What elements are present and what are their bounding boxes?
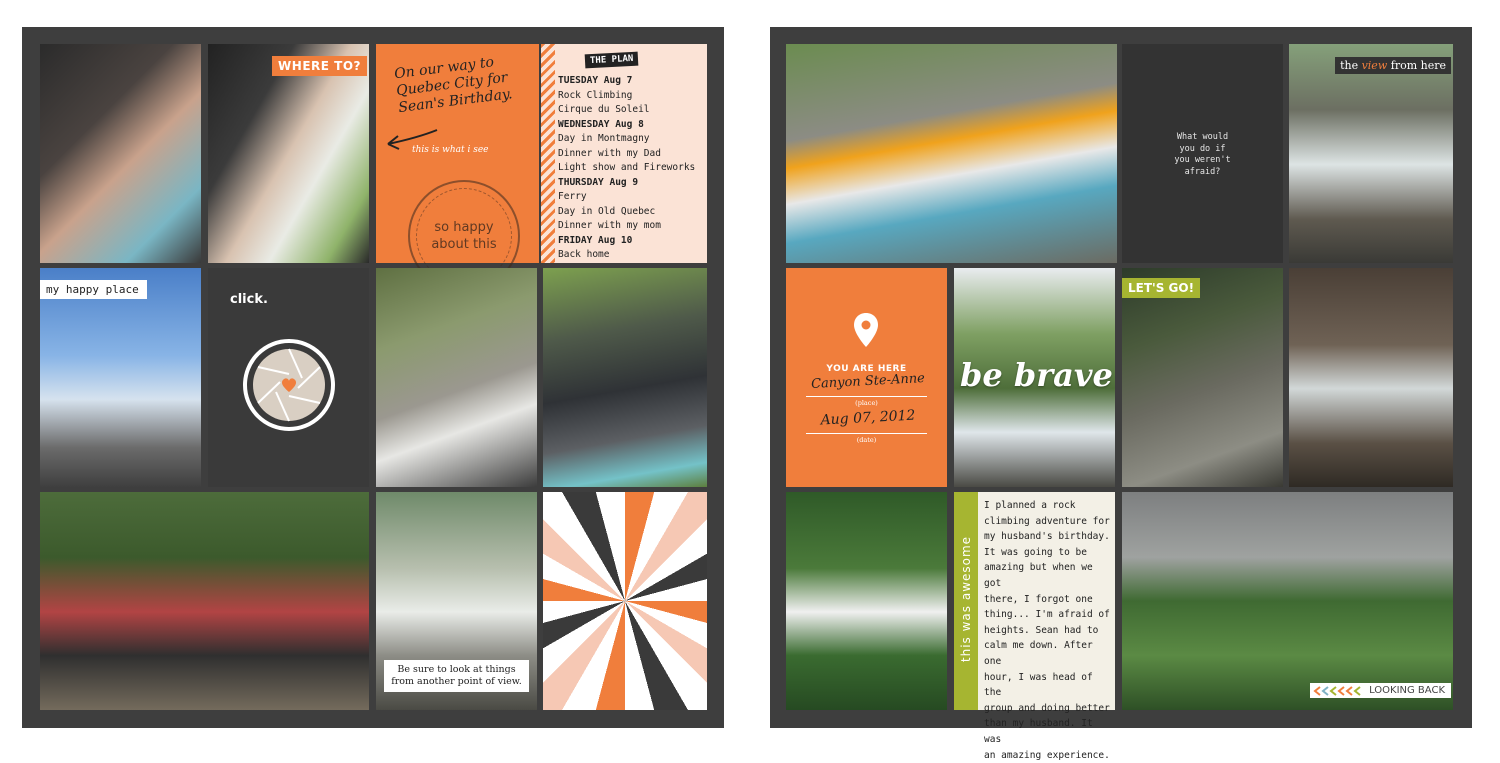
- map-pin-icon: [853, 312, 879, 348]
- plan-item: Rock Climbing: [558, 89, 701, 104]
- plan-item: Back home: [558, 248, 701, 263]
- journal-card: [954, 492, 1115, 710]
- plan-list: [558, 74, 701, 263]
- date-line: [806, 433, 927, 434]
- plan-day: THURSDAY Aug 9: [558, 176, 701, 191]
- car-note: On our way to Quebec City for Sean's Birthday.: [393, 50, 533, 117]
- journal-line: my husband's birthday.: [984, 529, 1111, 545]
- you-are-here-label: YOU ARE HERE: [786, 364, 947, 374]
- photo-gorge-waterfall: [1289, 268, 1453, 487]
- journal-line: group and doing better: [984, 701, 1111, 717]
- be-brave-text: be brave: [960, 356, 1113, 394]
- photo-man-driving: [208, 44, 369, 263]
- so-happy-text: so happy: [410, 220, 518, 235]
- chevrons-left-icon: [1314, 686, 1364, 696]
- right-page: [770, 27, 1472, 728]
- lets-go-tag: LET'S GO!: [1122, 278, 1200, 298]
- photo-bridge: [40, 268, 201, 487]
- view-from-here-tag: the view from here: [1335, 57, 1451, 74]
- click-card: [208, 268, 369, 487]
- plan-item: Dinner with my mom: [558, 219, 701, 234]
- plan-item: Day in Montmagny: [558, 132, 701, 147]
- photo-woman-zipline-wide: [1122, 492, 1453, 710]
- photo-woman-zipline: [954, 268, 1115, 487]
- left-page: [22, 27, 724, 728]
- journal-line: I planned a rock: [984, 498, 1111, 514]
- journal-line: an amazing experience.: [984, 748, 1111, 763]
- photo-man-with-wolf-statue: [376, 268, 537, 487]
- awesome-band: [954, 492, 978, 710]
- plan-item: Ferry: [558, 190, 701, 205]
- plan-day: TUESDAY Aug 7: [558, 74, 701, 89]
- journal-line: climbing adventure for: [984, 514, 1111, 530]
- question-text: What would you do if you weren't afraid?: [1122, 132, 1283, 178]
- photo-woman-with-bear-statue: [543, 268, 707, 487]
- question-card: [1122, 44, 1283, 263]
- photo-couple-helmets: [786, 44, 1117, 263]
- looking-back-label: LOOKING BACK: [1369, 685, 1445, 696]
- about-this-text: about this: [410, 237, 518, 252]
- journal-line: thing... I'm afraid of: [984, 607, 1111, 623]
- place-label: (place): [786, 399, 947, 407]
- this-was-awesome-text: this was awesome: [959, 509, 973, 689]
- click-label: click.: [230, 292, 268, 307]
- location-card: [786, 268, 947, 487]
- journal-line: heights. Sean had to: [984, 623, 1111, 639]
- photo-waterfall-view: [1289, 44, 1453, 263]
- my-happy-place-tag: my happy place: [40, 280, 147, 299]
- place-line: [806, 396, 927, 397]
- looking-back-tag: [1310, 683, 1451, 698]
- journal-line: there, I forgot one: [984, 592, 1111, 608]
- place-value: Canyon Ste-Anne: [804, 371, 933, 393]
- photo-group-climbers: [40, 492, 369, 710]
- date-value: Aug 07, 2012: [804, 407, 933, 430]
- journal-line: It was going to be: [984, 545, 1111, 561]
- photo-man-zipline: [786, 492, 947, 710]
- plan-item: Day in Old Quebec: [558, 205, 701, 220]
- plan-item: Dinner with my Dad: [558, 147, 701, 162]
- journal-line: calm me down. After one: [984, 638, 1111, 669]
- photo-canyon-waterfall: [376, 492, 537, 710]
- look-note: [384, 660, 529, 692]
- plan-item: Cirque du Soleil: [558, 103, 701, 118]
- plan-item: Light show and Fireworks: [558, 161, 701, 176]
- camera-shutter-icon: [242, 338, 336, 432]
- where-to-tag: WHERE TO?: [272, 56, 367, 76]
- photo-man-climbing: [1122, 268, 1283, 487]
- starburst-card: [543, 492, 707, 710]
- plan-day: WEDNESDAY Aug 8: [558, 118, 701, 133]
- plan-day: FRIDAY Aug 10: [558, 234, 701, 249]
- journal-line: hour, I was head of the: [984, 670, 1111, 701]
- journal-text: [984, 498, 1111, 763]
- look-note-line-2: from another point of view.: [390, 676, 523, 688]
- this-is-what-i-see-label: this is what i see: [412, 145, 488, 155]
- date-label: (date): [786, 436, 947, 444]
- road-trip-card: [376, 44, 539, 263]
- journal-line: amazing but when we got: [984, 560, 1111, 591]
- the-plan-label: THE PLAN: [585, 52, 639, 69]
- the-plan-card: [541, 44, 707, 263]
- photo-woman-in-car: [40, 44, 201, 263]
- journal-line: than my husband. It was: [984, 716, 1111, 747]
- look-note-line-1: Be sure to look at things: [390, 664, 523, 676]
